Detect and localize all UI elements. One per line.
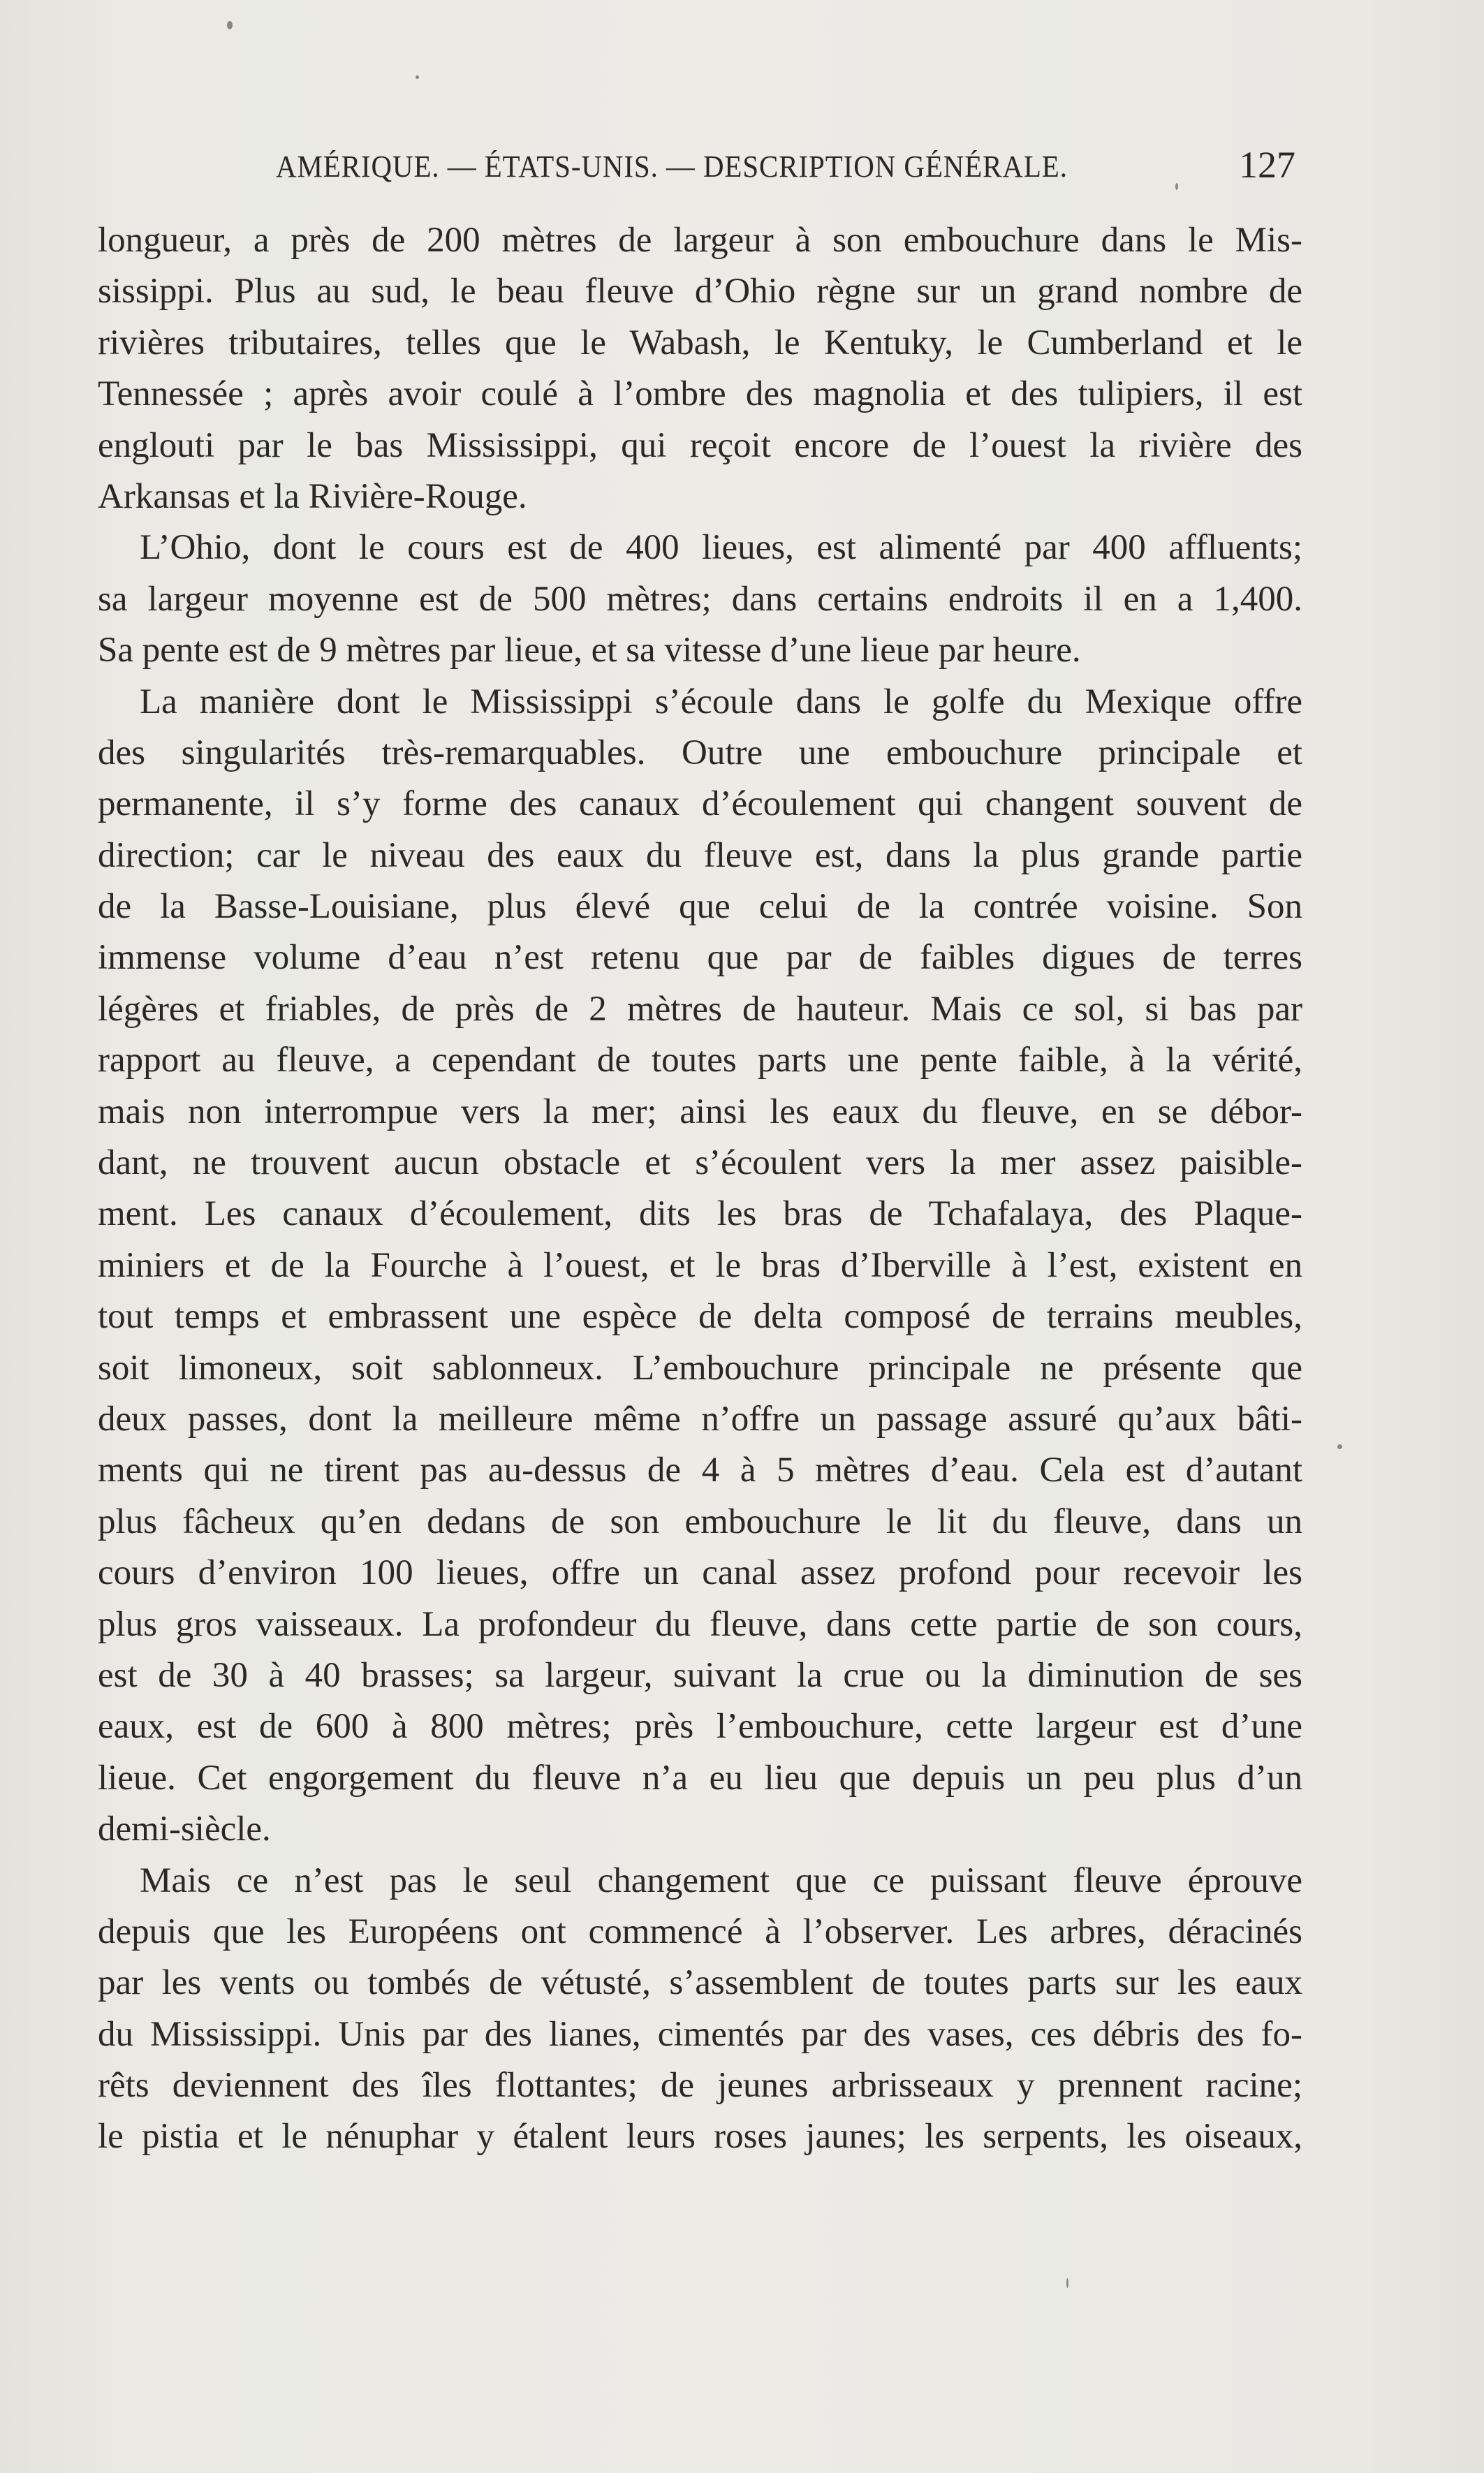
text-line: eaux, est de 600 à 800 mètres; près l’embouchure, cette largeur est d’une (98, 1707, 1302, 1747)
text-line: sa largeur moyenne est de 500 mètres; dans certains endroits il en a 1,400. (98, 579, 1302, 619)
text-line: Arkansas et la Rivière-Rouge. (98, 476, 527, 516)
paper-speck (1066, 2278, 1068, 2288)
paper-speck (1175, 183, 1178, 190)
text-line: L’Ohio, dont le cours est de 400 lieues, est alimenté par 400 affluents; (140, 528, 1302, 568)
paper-speck (1337, 1444, 1342, 1449)
text-line: direction; car le niveau des eaux du fleuve est, dans la plus grande partie (98, 835, 1302, 875)
text-line: cours d’environ 100 lieues, offre un canal assez profond pour recevoir les (98, 1553, 1302, 1593)
text-line: légères et friables, de près de 2 mètres de hauteur. Mais ce sol, si bas par (98, 989, 1302, 1029)
text-line: deux passes, dont la meilleure même n’offre un passage assuré qu’aux bâti- (98, 1399, 1302, 1439)
text-line: plus gros vaisseaux. La profondeur du fleuve, dans cette partie de son cours, (98, 1604, 1302, 1644)
text-line: ment. Les canaux d’écoulement, dits les bras de Tchafalaya, des Plaque- (98, 1194, 1302, 1234)
text-line: rêts deviennent des îles flottantes; de jeunes arbrisseaux y prennent racine; (98, 2066, 1302, 2106)
text-line: est de 30 à 40 brasses; sa largeur, suivant la crue ou la diminution de ses (98, 1655, 1302, 1695)
text-line: par les vents ou tombés de vétusté, s’assemblent de toutes parts sur les eaux (98, 1963, 1302, 2003)
text-line: demi-siècle. (98, 1810, 271, 1849)
text-line: tout temps et embrassent une espèce de delta composé de terrains meubles, (98, 1297, 1302, 1337)
text-line: plus fâcheux qu’en dedans de son embouchure le lit du fleuve, dans un (98, 1502, 1302, 1541)
text-line: ments qui ne tirent pas au-dessus de 4 à 5 mètres d’eau. Cela est d’autant (98, 1451, 1302, 1490)
page-number: 127 (1239, 144, 1295, 186)
text-line: miniers et de la Fourche à l’ouest, et le bras d’Iberville à l’est, existent en (98, 1245, 1302, 1285)
text-line: Tennessée ; après avoir coulé à l’ombre des magnolia et des tulipiers, il est (98, 374, 1302, 414)
text-line: soit limoneux, soit sablonneux. L’embouchure principale ne présente que (98, 1348, 1302, 1388)
text-line: mais non interrompue vers la mer; ainsi les eaux du fleuve, en se débor- (98, 1092, 1302, 1131)
text-line: rivières tributaires, telles que le Wabash, le Kentuky, le Cumberland et le (98, 323, 1302, 362)
text-line: permanente, il s’y forme des canaux d’écoulement qui changent souvent de (98, 784, 1302, 824)
text-line: immense volume d’eau n’est retenu que par de faibles digues de terres (98, 938, 1302, 978)
text-line: de la Basse-Louisiane, plus élevé que celui de la contrée voisine. Son (98, 887, 1302, 927)
text-line: longueur, a près de 200 mètres de largeur à son embouchure dans le Mis- (98, 221, 1302, 260)
paper-speck (416, 75, 419, 79)
text-line: du Mississippi. Unis par des lianes, cimentés par des vases, ces débris des fo- (98, 2014, 1302, 2054)
text-line: dant, ne trouvent aucun obstacle et s’écoulent vers la mer assez paisible- (98, 1143, 1302, 1183)
running-title: AMÉRIQUE. — ÉTATS-UNIS. — DESCRIPTION GÉNÉRALE. (276, 149, 1068, 184)
text-line: rapport au fleuve, a cependant de toutes parts une pente faible, à la vérité, (98, 1041, 1302, 1080)
text-line: Sa pente est de 9 mètres par lieue, et sa vitesse d’une lieue par heure. (98, 631, 1081, 670)
text-line: lieue. Cet engorgement du fleuve n’a eu lieu que depuis un peu plus d’un (98, 1758, 1302, 1798)
text-line: Mais ce n’est pas le seul changement que ce puissant fleuve éprouve (140, 1861, 1302, 1900)
paper-speck (227, 21, 233, 29)
body-text (98, 215, 1302, 2163)
text-line: La manière dont le Mississippi s’écoule dans le golfe du Mexique offre (140, 682, 1302, 721)
text-line: sissippi. Plus au sud, le beau fleuve d’Ohio règne sur un grand nombre de (98, 272, 1302, 311)
text-line: des singularités très-remarquables. Outre une embouchure principale et (98, 733, 1302, 772)
text-line: depuis que les Européens ont commencé à l’observer. Les arbres, déracinés (98, 1911, 1302, 1951)
text-line: englouti par le bas Mississippi, qui reçoit encore de l’ouest la rivière des (98, 425, 1302, 465)
page-header (276, 143, 1295, 192)
text-line: le pistia et le nénuphar y étalent leurs roses jaunes; les serpents, les oiseaux, (98, 2117, 1302, 2157)
